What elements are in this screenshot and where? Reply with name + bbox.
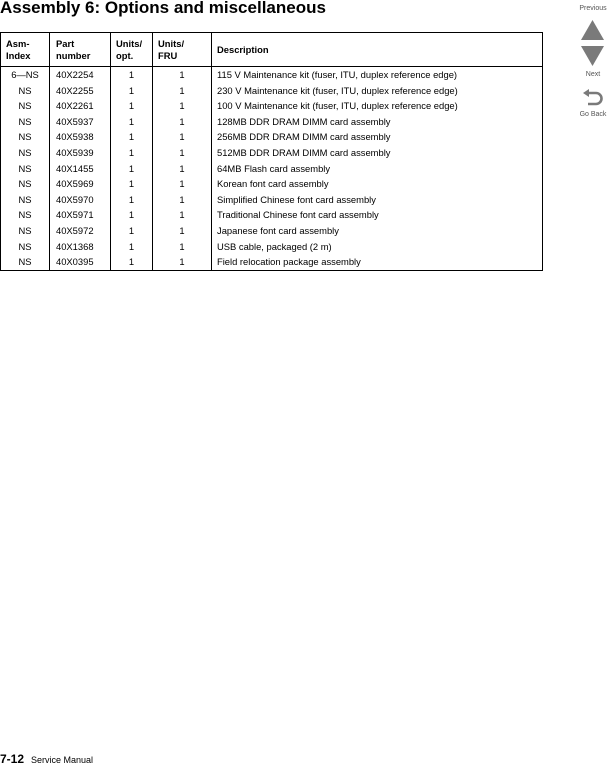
table-row <box>1 83 543 99</box>
cell-description: 64MB Flash card assembly <box>212 161 543 177</box>
cell-units-opt: 1 <box>111 83 153 99</box>
cell-description: 256MB DDR DRAM DIMM card assembly <box>212 129 543 145</box>
header-units-fru: Units/ FRU <box>153 33 212 67</box>
cell-units-fru: 1 <box>153 67 212 83</box>
cell-part-number: 40X5938 <box>50 129 111 145</box>
parts-table-body <box>1 67 543 271</box>
cell-description: Japanese font card assembly <box>212 223 543 239</box>
cell-description: 128MB DDR DRAM DIMM card assembly <box>212 114 543 130</box>
cell-asm-index: NS <box>1 145 50 161</box>
table-row <box>1 145 543 161</box>
cell-units-fru: 1 <box>153 239 212 255</box>
cell-description: 115 V Maintenance kit (fuser, ITU, duplex reference edge) <box>212 67 543 83</box>
page-footer <box>0 750 93 768</box>
cell-asm-index: NS <box>1 207 50 223</box>
table-row <box>1 114 543 130</box>
cell-units-opt: 1 <box>111 129 153 145</box>
cell-units-fru: 1 <box>153 176 212 192</box>
cell-part-number: 40X0395 <box>50 254 111 270</box>
cell-part-number: 40X5939 <box>50 145 111 161</box>
cell-units-fru: 1 <box>153 114 212 130</box>
cell-part-number: 40X5969 <box>50 176 111 192</box>
cell-units-opt: 1 <box>111 98 153 114</box>
header-units-opt: Units/ opt. <box>111 33 153 67</box>
cell-units-opt: 1 <box>111 67 153 83</box>
page-title: Assembly 6: Options and miscellaneous <box>0 0 326 17</box>
go-back-label[interactable]: Go Back <box>579 111 607 118</box>
header-asm-index: Asm- Index <box>1 33 50 67</box>
cell-units-fru: 1 <box>153 129 212 145</box>
cell-part-number: 40X2261 <box>50 98 111 114</box>
cell-asm-index: NS <box>1 129 50 145</box>
header-part-number: Part number <box>50 33 111 67</box>
table-row <box>1 176 543 192</box>
table-row <box>1 223 543 239</box>
previous-arrow-icon[interactable] <box>580 19 605 41</box>
cell-units-opt: 1 <box>111 114 153 130</box>
cell-description: Traditional Chinese font card assembly <box>212 207 543 223</box>
table-row <box>1 254 543 270</box>
cell-units-fru: 1 <box>153 98 212 114</box>
page-number: 7-12 <box>0 752 25 766</box>
cell-part-number: 40X2254 <box>50 67 111 83</box>
parts-table <box>0 32 543 271</box>
cell-units-opt: 1 <box>111 176 153 192</box>
cell-description: Field relocation package assembly <box>212 254 543 270</box>
cell-units-fru: 1 <box>153 254 212 270</box>
manual-name: Service Manual <box>31 755 94 765</box>
cell-part-number: 40X5970 <box>50 192 111 208</box>
next-arrow-icon[interactable] <box>580 45 605 67</box>
cell-description: Korean font card assembly <box>212 176 543 192</box>
table-row <box>1 239 543 255</box>
cell-asm-index: NS <box>1 223 50 239</box>
cell-units-fru: 1 <box>153 192 212 208</box>
table-row <box>1 129 543 145</box>
cell-part-number: 40X5972 <box>50 223 111 239</box>
table-row <box>1 207 543 223</box>
cell-asm-index: NS <box>1 176 50 192</box>
cell-asm-index: NS <box>1 254 50 270</box>
cell-asm-index: NS <box>1 192 50 208</box>
table-header-row <box>1 33 543 67</box>
cell-part-number: 40X5971 <box>50 207 111 223</box>
cell-units-opt: 1 <box>111 223 153 239</box>
cell-units-fru: 1 <box>153 223 212 239</box>
cell-units-opt: 1 <box>111 161 153 177</box>
cell-units-fru: 1 <box>153 83 212 99</box>
cell-units-fru: 1 <box>153 161 212 177</box>
cell-asm-index: NS <box>1 83 50 99</box>
cell-asm-index: NS <box>1 161 50 177</box>
cell-part-number: 40X1455 <box>50 161 111 177</box>
cell-asm-index: 6—NS <box>1 67 50 83</box>
table-row <box>1 192 543 208</box>
cell-units-fru: 1 <box>153 145 212 161</box>
table-row <box>1 98 543 114</box>
cell-asm-index: NS <box>1 98 50 114</box>
cell-part-number: 40X5937 <box>50 114 111 130</box>
cell-units-opt: 1 <box>111 145 153 161</box>
cell-part-number: 40X2255 <box>50 83 111 99</box>
cell-asm-index: NS <box>1 239 50 255</box>
cell-description: 230 V Maintenance kit (fuser, ITU, duplex reference edge) <box>212 83 543 99</box>
next-label[interactable]: Next <box>585 71 601 78</box>
previous-label[interactable]: Previous <box>579 5 607 12</box>
cell-asm-index: NS <box>1 114 50 130</box>
header-description: Description <box>212 33 543 67</box>
cell-part-number: 40X1368 <box>50 239 111 255</box>
cell-description: 512MB DDR DRAM DIMM card assembly <box>212 145 543 161</box>
table-row <box>1 67 543 83</box>
cell-description: USB cable, packaged (2 m) <box>212 239 543 255</box>
table-row <box>1 161 543 177</box>
cell-units-fru: 1 <box>153 207 212 223</box>
cell-units-opt: 1 <box>111 207 153 223</box>
cell-description: 100 V Maintenance kit (fuser, ITU, duplex reference edge) <box>212 98 543 114</box>
cell-description: Simplified Chinese font card assembly <box>212 192 543 208</box>
cell-units-opt: 1 <box>111 192 153 208</box>
go-back-icon[interactable] <box>582 89 604 109</box>
cell-units-opt: 1 <box>111 254 153 270</box>
cell-units-opt: 1 <box>111 239 153 255</box>
